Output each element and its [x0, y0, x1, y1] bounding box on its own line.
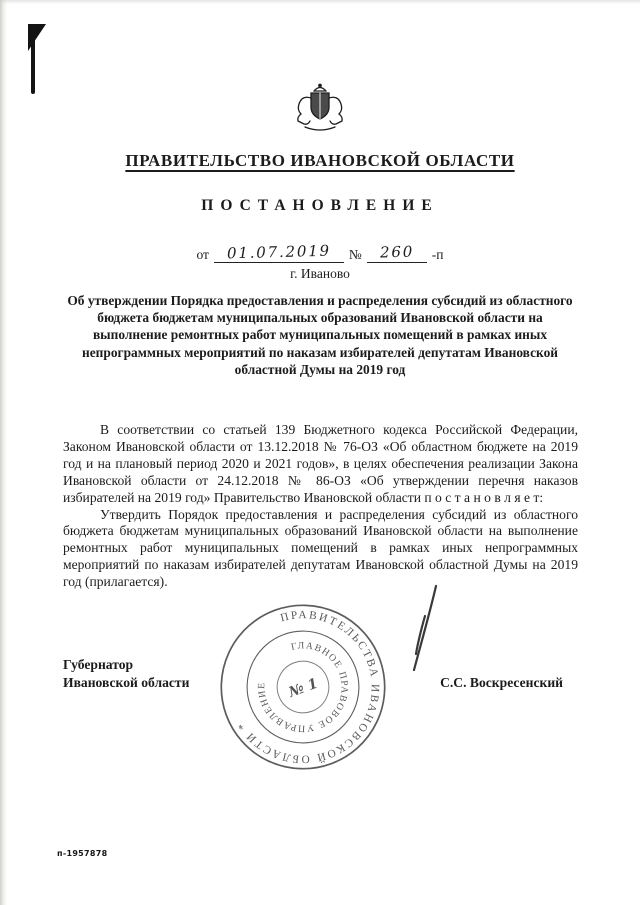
scan-edge-line: [31, 24, 35, 94]
round-stamp-icon: [217, 601, 389, 773]
scan-top-artifact: [0, 0, 640, 4]
document-body: [63, 422, 578, 591]
body-paragraph-1: В соответствии со статьей 139 Бюджетного кодекса Российской Федерации, Законом Ивановской области от 13.12.2018 № 76-ОЗ «Об областном бюджете на 2019 год и на плановый период 2020 и 2021 годов», в целях обеспечения реализации Закона Ивановской области от 24.12.2018 № 86-ОЗ «Об утверждении перечня наказов избирателей на 2019 год» Правительство Ивановской области п о с т а н о в л я е т:: [63, 422, 578, 505]
round-stamp: [217, 601, 389, 773]
scan-edge-artifact: [0, 0, 7, 905]
number-sign: №: [348, 247, 362, 262]
city-line: г. Иваново: [290, 266, 350, 281]
org-name: ПРАВИТЕЛЬСТВО ИВАНОВСКОЙ ОБЛАСТИ: [125, 151, 515, 170]
signer-title-line2: Ивановской области: [63, 675, 190, 690]
footer-registration-code: п-1957878: [57, 849, 108, 858]
signer-name: С.С. Воскресенский: [440, 675, 563, 690]
signer-title: [63, 656, 189, 692]
coat-of-arms: [291, 83, 349, 138]
handwritten-number: 260: [379, 242, 415, 262]
stamp-outer-text: ПРАВИТЕЛЬСТВА ИВАНОВСКОЙ ОБЛАСТИ *: [234, 609, 381, 765]
date-blank: [214, 243, 344, 263]
number-suffix: -п: [431, 247, 444, 262]
number-blank: [367, 243, 427, 263]
body-paragraph-2: Утвердить Порядок предоставления и распределения субсидий из областного бюджета бюджетам муниципальных образований Ивановской области на выполнение ремонтных работ муниципальных помещений в рамках иных непрограммных мероприятий по наказам избирателей депутатам Ивановской областной Думы на 2019 год (прилагается).: [63, 506, 578, 590]
stamp-center-number: № 1: [286, 675, 321, 701]
pen-strokes-icon: [392, 582, 452, 674]
date-number-line: [0, 243, 640, 263]
stamp-inner-text: ГЛАВНОЕ ПРАВОВОЕ УПРАВЛЕНИЕ: [256, 640, 350, 734]
doc-type-title: ПОСТАНОВЛЕНИЕ: [201, 197, 439, 214]
document-subject: Об утверждении Порядка предоставления и распределения субсидий из областного бюджета бюджетам муниципальных образований Ивановской области на выполнение ремонтных работ муниципальных помещений в рамках иных непрограммных мероприятий по наказам избирателей депутатам Ивановской областной Думы на 2019 год: [67, 293, 573, 377]
handwritten-date: 01.07.2019: [226, 241, 332, 263]
date-prefix: от: [196, 247, 209, 262]
coat-of-arms-icon: [291, 83, 349, 133]
handwritten-signature-marks: [392, 582, 452, 674]
signer-title-line1: Губернатор: [63, 657, 134, 672]
